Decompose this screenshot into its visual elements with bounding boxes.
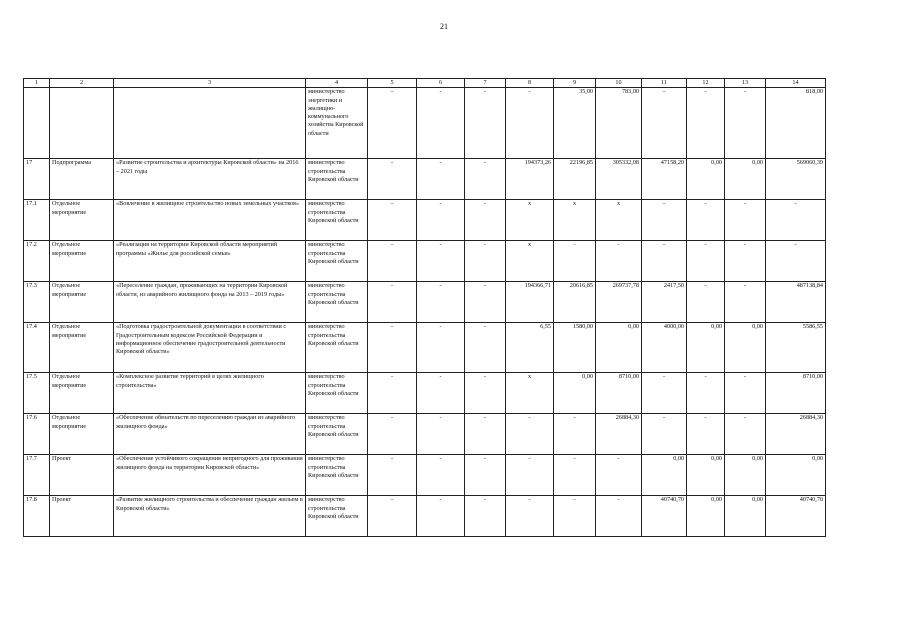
table-cell: «Подготовка градостроительной документации в соответствии с Градостроительным кодексом Российской Федерации и информационное обеспечение градостроительной деятельности Кировской области» — [114, 323, 306, 373]
table-cell: министерство строительства Кировской области — [306, 241, 368, 282]
table-cell: 17.6 — [24, 414, 50, 455]
column-header: 5 — [368, 79, 417, 88]
table-cell: - — [506, 455, 554, 496]
table-cell: х — [506, 241, 554, 282]
table-cell: министерство строительства Кировской области — [306, 455, 368, 496]
table-cell: х — [506, 373, 554, 414]
column-header: 1 — [24, 79, 50, 88]
table-cell: 194373,26 — [506, 159, 554, 200]
table-cell: - — [766, 200, 826, 241]
table-cell: 0,00 — [725, 455, 766, 496]
table-cell: 0,00 — [642, 455, 687, 496]
table-cell: - — [417, 414, 465, 455]
table-cell: - — [417, 241, 465, 282]
table-cell: 0,00 — [766, 455, 826, 496]
table-cell: министерство строительства Кировской области — [306, 282, 368, 323]
table-cell: - — [687, 241, 725, 282]
table-cell: - — [642, 88, 687, 159]
table-cell: 17.7 — [24, 455, 50, 496]
table-cell: х — [554, 200, 596, 241]
column-header: 12 — [687, 79, 725, 88]
table-cell: министерство энергетики и жилищно-коммунального хозяйства Кировской области — [306, 88, 368, 159]
table-cell: - — [506, 496, 554, 537]
table-cell: - — [465, 414, 506, 455]
table-cell: министерство строительства Кировской области — [306, 323, 368, 373]
table-cell: - — [725, 414, 766, 455]
table-cell: - — [766, 241, 826, 282]
column-header: 11 — [642, 79, 687, 88]
table-cell: 40740,70 — [642, 496, 687, 537]
table-cell: - — [725, 373, 766, 414]
table-cell: 1580,00 — [554, 323, 596, 373]
table-cell: - — [506, 414, 554, 455]
table-cell: 0,00 — [687, 455, 725, 496]
table-cell — [50, 88, 114, 159]
table-cell: 0,00 — [687, 159, 725, 200]
table-cell: 22196,85 — [554, 159, 596, 200]
table-cell: - — [642, 414, 687, 455]
table-cell: - — [368, 455, 417, 496]
table-cell: - — [687, 282, 725, 323]
table-cell: 269737,78 — [596, 282, 642, 323]
table-cell: - — [417, 455, 465, 496]
table-cell: - — [642, 200, 687, 241]
table-cell: - — [368, 200, 417, 241]
table-body — [24, 88, 826, 537]
table-cell: - — [465, 455, 506, 496]
table-cell: 17.3 — [24, 282, 50, 323]
table-cell — [114, 88, 306, 159]
table-cell: 26884,30 — [596, 414, 642, 455]
table-cell: министерство строительства Кировской области — [306, 496, 368, 537]
table-cell: - — [368, 323, 417, 373]
table-cell: - — [465, 88, 506, 159]
table-cell: - — [642, 373, 687, 414]
table-row — [24, 282, 826, 323]
table-row — [24, 159, 826, 200]
table-cell: 194366,71 — [506, 282, 554, 323]
table-row — [24, 414, 826, 455]
table-cell: - — [687, 414, 725, 455]
table-cell: - — [465, 241, 506, 282]
table-cell: - — [687, 88, 725, 159]
column-header: 9 — [554, 79, 596, 88]
table-cell: «Комплексное развитие территорий в целях жилищного строительства» — [114, 373, 306, 414]
table-cell: - — [506, 88, 554, 159]
table-cell: 8710,00 — [596, 373, 642, 414]
table-cell: 818,00 — [766, 88, 826, 159]
table-cell: - — [465, 200, 506, 241]
table-cell: - — [465, 282, 506, 323]
table-cell: Проект — [50, 455, 114, 496]
column-header: 14 — [766, 79, 826, 88]
table-row — [24, 455, 826, 496]
table-cell: министерство строительства Кировской области — [306, 159, 368, 200]
column-header: 10 — [596, 79, 642, 88]
table-cell: Подпрограмма — [50, 159, 114, 200]
page-number: 21 — [440, 22, 448, 31]
table-cell: «Переселение граждан, проживающих на территории Кировской области, из аварийного жилищного фонда на 2013 – 2019 годы» — [114, 282, 306, 323]
table-cell: «Развитие строительства и архитектуры Кировской области» на 2016 – 2021 годы — [114, 159, 306, 200]
table-cell: министерство строительства Кировской области — [306, 414, 368, 455]
table-cell: 26884,30 — [766, 414, 826, 455]
column-header: 6 — [417, 79, 465, 88]
table-cell: - — [465, 323, 506, 373]
table-cell: министерство строительства Кировской области — [306, 373, 368, 414]
table-cell: «Обеспечение обязательств по переселению граждан из аварийного жилищного фонда» — [114, 414, 306, 455]
table-cell: 20616,85 — [554, 282, 596, 323]
table-cell: 783,00 — [596, 88, 642, 159]
table-cell: 6,55 — [506, 323, 554, 373]
column-header: 3 — [114, 79, 306, 88]
table-cell: - — [725, 88, 766, 159]
table-cell: Отдельное мероприятие — [50, 200, 114, 241]
table-cell: - — [368, 496, 417, 537]
table-cell: 17.2 — [24, 241, 50, 282]
table-cell: 2417,50 — [642, 282, 687, 323]
table-cell: 17 — [24, 159, 50, 200]
table-cell: х — [506, 200, 554, 241]
table-cell: 0,00 — [687, 496, 725, 537]
table-cell: 0,00 — [725, 323, 766, 373]
table-cell: - — [368, 414, 417, 455]
table-cell: Отдельное мероприятие — [50, 323, 114, 373]
table-cell: - — [465, 496, 506, 537]
column-header: 2 — [50, 79, 114, 88]
table-cell: - — [465, 159, 506, 200]
table-cell: Проект — [50, 496, 114, 537]
table-cell: 8710,00 — [766, 373, 826, 414]
table-cell: 569060,39 — [766, 159, 826, 200]
table-cell: «Развитие жилищного строительства и обеспечение граждан жильем в Кировской области» — [114, 496, 306, 537]
table-cell: - — [687, 200, 725, 241]
table-cell: Отдельное мероприятие — [50, 414, 114, 455]
table-cell: 47158,20 — [642, 159, 687, 200]
table-cell — [24, 88, 50, 159]
table-cell: Отдельное мероприятие — [50, 282, 114, 323]
table-cell: 5586,55 — [766, 323, 826, 373]
table-cell: 487138,84 — [766, 282, 826, 323]
table-cell: - — [465, 373, 506, 414]
table-cell: - — [554, 496, 596, 537]
table-cell: - — [417, 282, 465, 323]
table-cell: - — [725, 200, 766, 241]
table-cell: 17.1 — [24, 200, 50, 241]
table-cell: - — [417, 159, 465, 200]
column-header: 13 — [725, 79, 766, 88]
table-cell: 17.4 — [24, 323, 50, 373]
column-header: 8 — [506, 79, 554, 88]
table-cell: - — [417, 496, 465, 537]
table-cell: 0,00 — [725, 496, 766, 537]
table-row — [24, 373, 826, 414]
table-cell: - — [596, 455, 642, 496]
table-cell: - — [725, 282, 766, 323]
table-row — [24, 323, 826, 373]
table-cell: «Реализация на территории Кировской области мероприятий программы «Жилье для российской семьи» — [114, 241, 306, 282]
table-cell: - — [554, 455, 596, 496]
table-cell: - — [596, 241, 642, 282]
table-cell: министерство строительства Кировской области — [306, 200, 368, 241]
table-cell: 4000,00 — [642, 323, 687, 373]
table-cell: - — [368, 241, 417, 282]
table-header — [24, 79, 826, 88]
table-cell: - — [417, 323, 465, 373]
column-header: 4 — [306, 79, 368, 88]
table-cell: - — [417, 88, 465, 159]
table-cell: - — [554, 414, 596, 455]
table-row — [24, 88, 826, 159]
table-cell: «Вовлечение в жилищное строительство новых земельных участков» — [114, 200, 306, 241]
table-cell: - — [417, 200, 465, 241]
table-cell: - — [596, 496, 642, 537]
table-cell: 0,00 — [554, 373, 596, 414]
table-cell: 17.5 — [24, 373, 50, 414]
table-cell: 0,00 — [687, 323, 725, 373]
table-cell: х — [596, 200, 642, 241]
table-cell: 0,00 — [596, 323, 642, 373]
table-row — [24, 496, 826, 537]
table-row — [24, 200, 826, 241]
table-cell: 35,00 — [554, 88, 596, 159]
table-cell: - — [725, 241, 766, 282]
table-cell: «Обеспечение устойчивого сокращения непригодного для проживания жилищного фонда на территории Кировской области» — [114, 455, 306, 496]
table-cell: - — [642, 241, 687, 282]
table-cell: Отдельное мероприятие — [50, 373, 114, 414]
table-row — [24, 241, 826, 282]
table-cell: - — [417, 373, 465, 414]
table-cell: - — [554, 241, 596, 282]
table-cell: - — [687, 373, 725, 414]
table-cell: 0,00 — [725, 159, 766, 200]
table-cell: 40740,70 — [766, 496, 826, 537]
table-cell: 305332,08 — [596, 159, 642, 200]
table-cell: - — [368, 282, 417, 323]
table-cell: - — [368, 159, 417, 200]
table-cell: 17.8 — [24, 496, 50, 537]
table-cell: - — [368, 373, 417, 414]
column-header: 7 — [465, 79, 506, 88]
table-cell: Отдельное мероприятие — [50, 241, 114, 282]
table-cell: - — [368, 88, 417, 159]
budget-table — [23, 78, 826, 537]
